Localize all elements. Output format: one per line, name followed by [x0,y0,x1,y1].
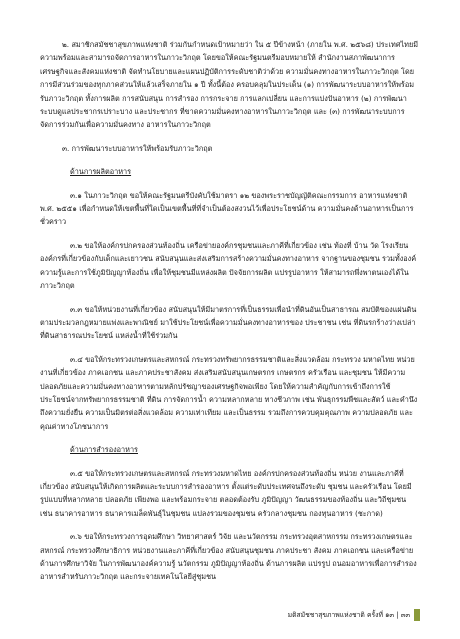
item-3-6: ๓.๖ ขอให้กระทรวงการอุดมศึกษา วิทยาศาสตร์ วิจัย และนวัตกรรม กระทรวงอุตสาหกรรม กระทรวงเกษตรและสหกรณ์ กระทรวงศึกษาธิการ หน่วยงานและภาคีที่เกี่ยวข้อง สนับสนุนชุมชน ภาคประชา สังคม ภาคเอกชน และเครือข่ายด้านการศึกษาวิจัย ในการพัฒนาองค์ความรู้ นวัตกรรม ภูมิปัญญาท้องถิ่น ด้านการผลิต แปรรูป ถนอมอาหารเพื่อการสำรองอาหารสำหรับภาวะวิกฤต และกระจายเทคโนโลยีสู่ชุมชน [40,532,417,582]
spacer [40,457,420,467]
item-3-1: ๓.๑ ในภาวะวิกฤต ขอให้คณะรัฐมนตรีบังคับใช้มาตรา ๑๒ ของพระราชบัญญัติคณะกรรมการ อาหารแห่งชาติ พ.ศ. ๒๕๕๑ เพื่อกำหนดให้เขตพื้นที่ใดเป็นเขตพื้นที่ที่จำเป็นต้องสงวนไว้เพื่อประโยชน์ด้าน ความมั่นคงด้านอาหารเป็นการชั่วคราว [40,190,414,227]
item-3-4: ๓.๔ ขอให้กระทรวงเกษตรและสหกรณ์ กระทรวงทรัพยากรธรรมชาติและสิ่งแวดล้อม กระทรวง มหาดไทย หน่วยงานที่เกี่ยวข้อง ภาคเอกชน และภาคประชาสังคม ส่งเสริมสนับสนุนเกษตรกร เกษตรกร ครัวเรือน และชุมชน ให้มีความปลอดภัยและความมั่นคงทางอาหารตามหลักปรัชญาของเศรษฐกิจพอเพียง โดยให้ความสำคัญกับการเข้าถึงการใช้ประโยชน์จากทรัพยากรธรรมชาติ ที่ดิน การจัดการน้ำ ความหลากหลาย ทางชีวภาพ เช่น พันธุกรรมพืชและสัตว์ และคำนึงถึงความยั่งยืน ความเป็นมิตรต่อสิ่งแวดล้อม ความเท่าเทียม และเป็นธรรม รวมถึงการควบคุมคุณภาพ ความปลอดภัย และคุณค่าทางโภชนาการ [40,354,418,431]
page-footer [288,609,420,621]
subsection-production-heading: ด้านการผลิตอาหาร [70,167,132,177]
section-3-heading: ๓. การพัฒนาระบบอาหารให้พร้อมรับภาวะวิกฤต [62,143,213,153]
spacer [40,132,420,142]
spacer [40,229,420,239]
spacer [40,433,420,443]
spacer [40,293,420,303]
footer-text: มติสมัชชาสุขภาพแห่งชาติ ครั้งที่ ๑๓ | ๓๓ [287,611,410,619]
footer-accent-bar [414,609,420,621]
spacer [40,520,420,530]
subsection-reserve-heading: ด้านการสำรองอาหาร [70,445,138,455]
spacer [40,179,420,189]
paragraph-resolution-2: ๒. สมาชิกสมัชชาสุขภาพแห่งชาติ ร่วมกันกำหนดเป้าหมายว่า ใน ๕ ปีข้างหน้า (ภายใน พ.ศ. ๒๕๖๘) ประเทศไทยมีความพร้อมและสามารถจัดการอาหารในภาวะวิกฤต โดยขอให้คณะรัฐมนตรีมอบหมายให้ สำนักงานสภาพัฒนาการเศรษฐกิจและสังคมแห่งชาติ จัดทำนโยบายและแผนปฏิบัติการระดับชาติว่าด้วย ความมั่นคงทางอาหารในภาวะวิกฤต โดยการมีส่วนร่วมของทุกภาคส่วนให้แล้วเสร็จภายใน ๑ ปี ทั้งนี้ต้อง ครอบคลุมในประเด็น (๑) การพัฒนาระบบอาหารให้พร้อมรับภาวะวิกฤต ทั้งการผลิต การสนับสนุน การสำรอง การกระจาย การแลกเปลี่ยน และการแบ่งปันอาหาร (๒) การพัฒนาระบบดูแลประชากรเปราะบาง และประชากร ที่ขาดความมั่นคงทางอาหารในภาวะวิกฤต และ (๓) การพัฒนาระบบการจัดการร่วมกันเพื่อความมั่นคงทาง อาหารในภาวะวิกฤต [40,40,419,130]
spacer [40,155,420,165]
item-3-3: ๓.๓ ขอให้หน่วยงานที่เกี่ยวข้อง สนับสนุนให้มีมาตรการที่เป็นธรรมเพื่อนำที่ดินอันเป็นสาธารณ สมบัติของแผ่นดินตามประมวลกฎหมายแพ่งและพาณิชย์ มาใช้ประโยชน์เพื่อความมั่นคงทางอาหารของ ประชาชน เช่น ที่ดินรกร้างว่างเปล่า ที่ดินสาธารณประโยชน์ แหล่งน้ำที่ใช้ร่วมกัน [40,304,417,341]
spacer [40,343,420,353]
item-3-5: ๓.๕ ขอให้กระทรวงเกษตรและสหกรณ์ กระทรวงมหาดไทย องค์กรปกครองส่วนท้องถิ่น หน่วย งานและภาคีที่เกี่ยวข้อง สนับสนุนให้เกิดการผลิตและระบบการสำรองอาหาร ตั้งแต่ระดับประเทศจนถึงระดับ ชุมชน และครัวเรือน โดยมีรูปแบบที่หลากหลาย ปลอดภัย เพียงพอ และพร้อมกระจาย ตลอดต้องรับ ภูมิปัญญา วัฒนธรรมของท้องถิ่น และวิถีชุมชน เช่น ธนาคารอาหาร ธนาคารเมล็ดพันธุ์ในชุมชน แปลงรวมของชุมชน ครัวกลางชุมชน กองทุนอาหาร (ชะกาด) [40,468,412,518]
item-3-2: ๓.๒ ขอให้องค์กรปกครองส่วนท้องถิ่น เครือข่ายองค์กรชุมชนและภาคีที่เกี่ยวข้อง เช่น ท้องที่ บ้าน วัด โรงเรียน องค์กรที่เกี่ยวข้องกับเด็กและเยาวชน สนับสนุนและส่งเสริมการสร้างความมั่นคงทางอาหาร จากฐานของชุมชน รวมทั้งองค์ความรู้และการใช้ภูมิปัญญาท้องถิ่น เพื่อให้ชุมชนมีแหล่งผลิต ปัจจัยการผลิต แปรรูปอาหาร ให้สามารถพึ่งพาตนเองได้ในภาวะวิกฤต [40,240,417,291]
